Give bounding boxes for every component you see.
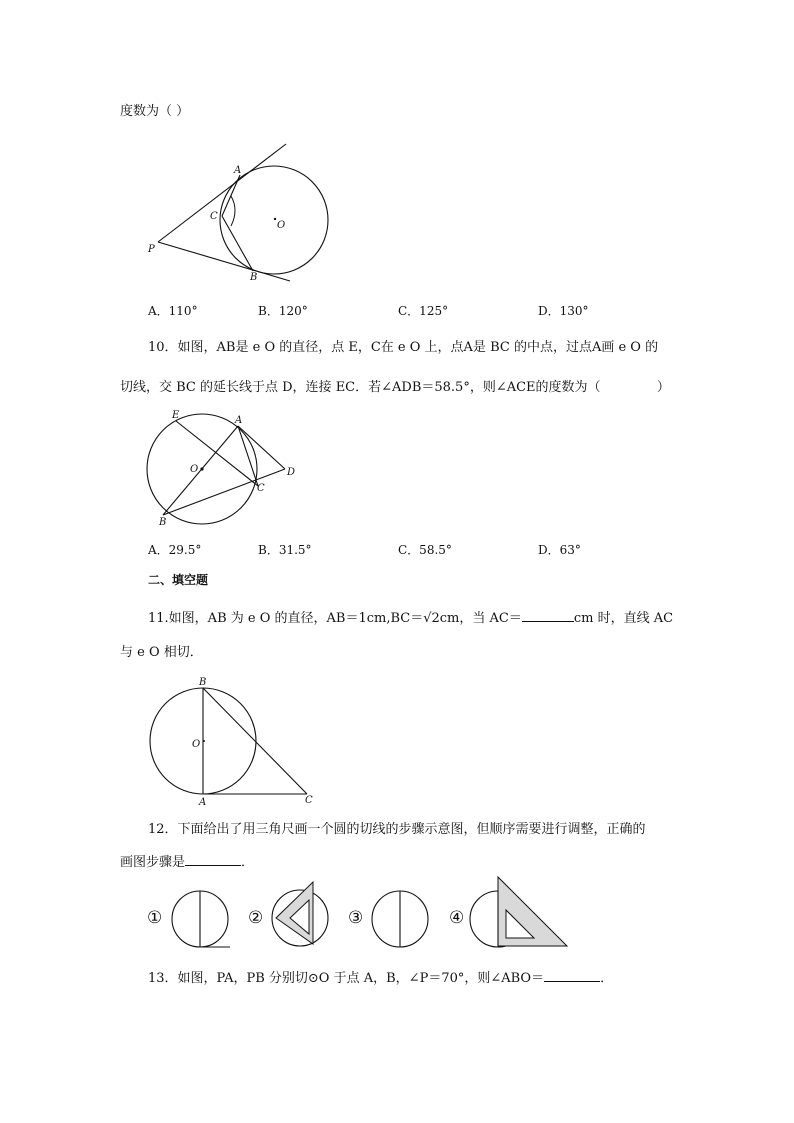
q10-label-a: A	[235, 415, 243, 426]
q11-text-line1b: cm 时，直线 AC	[573, 611, 674, 626]
q9-option-a: A．110°	[148, 304, 198, 318]
q10-label-d: D	[287, 467, 296, 478]
q10-text-line2	[120, 380, 670, 396]
q9-label-b: B	[250, 272, 258, 283]
q11-figure	[145, 675, 325, 808]
q13-text-end: ．	[600, 971, 614, 986]
q9-option-b: B．120°	[258, 304, 308, 318]
q9-label-c: C	[210, 211, 218, 222]
q12-text-line1: 12．下面给出了用三角尺画一个圆的切线的步骤示意图，但顺序需要进行调整，正确的	[148, 822, 646, 837]
q10-option-d: D．63°	[538, 543, 581, 557]
q10-label-c: C	[257, 483, 265, 494]
q11-label-o: O	[192, 739, 201, 750]
q10-label-e: E	[172, 410, 180, 421]
q9-text-tail: 度数为（ ）	[120, 104, 190, 119]
q12-text-line2b: ．	[241, 855, 255, 870]
q9-option-c: C．125°	[398, 304, 449, 318]
q10-text-line2b: ）	[656, 380, 670, 395]
q10-text-line2a: 切线，交 BC 的延长线于点 D，连接 EC．若∠ADB＝58.5°，则∠ACE的度数为（	[120, 380, 601, 395]
q12-step-label-3: ③	[348, 908, 364, 928]
q12-step-label-2: ②	[248, 908, 264, 928]
q10-figure	[140, 405, 310, 535]
q12-step-label-1: ①	[147, 908, 163, 928]
q10-option-c: C．58.5°	[398, 543, 452, 557]
q9-option-d: D．130°	[538, 304, 589, 318]
q13-text-main: 13．如图，PA，PB 分别切⊙O 于点 A，B，∠P＝70°，则∠ABO＝	[148, 971, 545, 986]
q11-label-a: A	[199, 797, 207, 808]
q12-text-line2	[120, 853, 254, 871]
q13-text	[148, 969, 613, 987]
q10-label-b: B	[159, 517, 167, 528]
q13-answer-blank[interactable]	[544, 969, 600, 982]
q10-option-a: A．29.5°	[148, 543, 202, 557]
q10-label-o: O	[190, 464, 199, 475]
q12-text-line2a: 画图步骤是	[120, 855, 186, 870]
q12-step3-figure	[370, 885, 440, 955]
q10-text-line1: 10．如图，AB是 e O 的直径，点 E，C在 e O 上，点A是 BC 的中点，过点A画 e O 的	[148, 340, 659, 355]
q11-text-line2: 与 e O 相切．	[120, 645, 203, 660]
q12-step2-figure	[268, 880, 338, 950]
q12-step1-figure	[168, 885, 238, 955]
q11-text-line1a: 11.如图，AB 为 e O 的直径，AB＝1cm,BC＝√2cm，当 AC＝	[148, 611, 522, 626]
q9-label-a: A	[234, 165, 242, 176]
q11-label-b: B	[199, 677, 207, 688]
q11-label-c: C	[305, 795, 313, 806]
q9-label-o: O	[277, 220, 286, 231]
q12-step-label-4: ④	[449, 908, 465, 928]
section-heading-fill-in: 二、填空题	[148, 573, 209, 587]
q11-text-line1	[148, 609, 673, 627]
q10-option-b: B．31.5°	[258, 543, 312, 557]
q12-step4-figure	[468, 877, 578, 952]
q11-answer-blank[interactable]	[522, 609, 574, 622]
q9-label-p: P	[148, 244, 155, 255]
q12-answer-blank[interactable]	[185, 853, 241, 866]
q9-figure	[140, 138, 340, 288]
